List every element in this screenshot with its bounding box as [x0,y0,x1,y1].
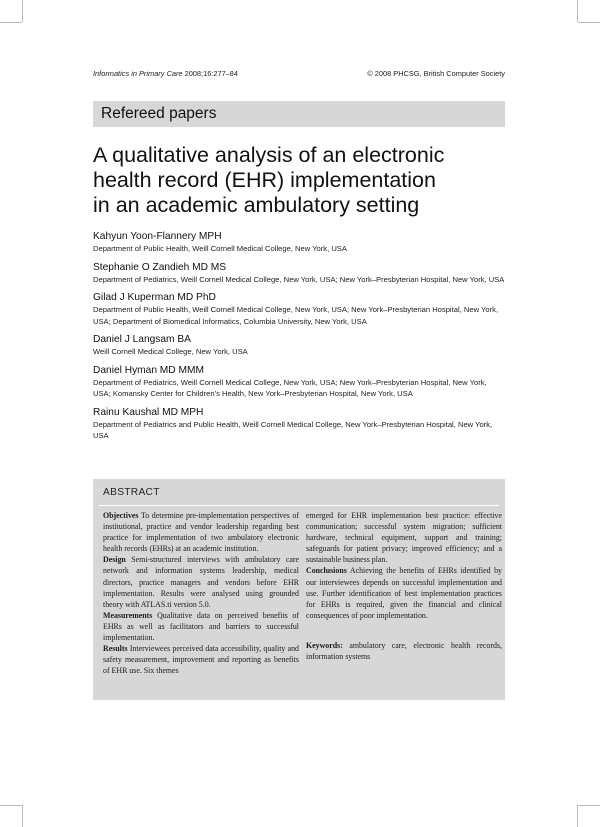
abstract-objectives [103,510,299,554]
author-name: Daniel Hyman MD MMM [93,364,204,376]
abstract-measurements [103,610,299,643]
author-entry [93,364,505,400]
abstract-results [103,643,299,676]
crop-mark [22,805,23,827]
author-affiliation: Department of Pediatrics and Public Health, Weill Cornell Medical College, New York–Presbyterian Hospital, New York, USA [93,419,493,440]
abstract-column-right [306,510,502,662]
results-label: Results [103,644,128,654]
title-line: health record (EHR) implementation [93,168,436,192]
author-list [93,230,505,448]
author-name: Rainu Kaushal MD MPH [93,406,204,418]
author-name: Daniel J Langsam BA [93,334,191,345]
crop-mark [0,22,22,23]
author-affiliation: Department of Public Health, Weill Cornell Medical College, New York, USA; New York–Presbyterian Hospital, New York, USA; Department of Biomedical Informatics, Columbia University, New York, USA [93,305,499,326]
author-name: Gilad J Kuperman MD PhD [93,292,216,303]
objectives-label: Objectives [103,511,139,520]
journal-citation [93,69,238,78]
conclusions-label: Conclusions [306,566,347,576]
crop-mark [577,0,578,22]
crop-mark [578,22,600,23]
section-banner [93,101,505,127]
author-entry [93,333,505,358]
abstract-divider [99,505,499,506]
journal-reference: 2008;16:277–84 [182,69,239,78]
journal-name: Informatics in Primary Care [93,69,183,78]
title-line: A qualitative analysis of an electronic [93,143,445,167]
author-affiliation: Department of Public Health, Weill Cornell Medical College, New York, USA [93,244,347,253]
abstract-design [103,554,299,609]
abstract-box [93,479,505,700]
author-entry [93,291,505,327]
author-affiliation: Weill Cornell Medical College, New York, USA [93,347,248,356]
abstract-results-continued: emerged for EHR implementation best practice: effective communication; successful system migration; sufficient hardware, technical equipment, support and training; safeguards for patient privacy; improved efficiency; and a sustainable business plan. [306,511,502,565]
abstract-column-left [103,510,299,676]
author-name: Kahyun Yoon-Flannery MPH [93,231,222,242]
crop-mark [578,805,600,806]
article-title [93,143,523,218]
abstract-conclusions [306,565,502,620]
author-entry [93,261,505,286]
crop-mark [577,805,578,827]
objectives-text: To determine pre-implementation perspectives of institutional, practice and vendor leadership regarding best practice for implementation of two ambulatory electronic health records (EHRs) at an academic institution. [103,511,299,554]
author-name: Stephanie O Zandieh MD MS [93,261,227,273]
author-affiliation: Department of Pediatrics, Weill Cornell Medical College, New York, USA; New York–Presbyterian Hospital, New York, USA; Komansky Center for Children’s Health, New York–Presbyterian Hospital, New York, USA [93,377,487,398]
keywords-label: Keywords: [306,640,343,650]
abstract-keywords [306,640,502,662]
conclusions-text: Achieving the benefits of EHRs identified by our interviewees depends on successful implementation and use. Further identification of best implementation practices for EHRs is required, given the financial and clinical consequences of poor implementation. [306,566,502,620]
measurements-text: Qualitative data on perceived benefits of EHRs as well as facilitators and barriers to successful implementation. [103,610,299,643]
measurements-label: Measurements [103,610,153,620]
copyright-notice: © 2008 PHCSG, British Computer Society [367,69,505,78]
author-affiliation: Department of Pediatrics, Weill Cornell Medical College, New York, USA; New York–Presbyterian Hospital, New York, USA [93,274,505,284]
abstract-heading: ABSTRACT [103,487,160,498]
design-text: Semi-structured interviews with ambulatory care network and information systems leadership, medical directors, practice managers and vendors before EHR implementation. Results were analysed using grounded theory with ATLAS.ti version 5.0. [103,555,299,609]
section-label: Refereed papers [101,105,217,122]
crop-mark [0,805,22,806]
design-label: Design [103,555,126,565]
results-text: Interviewees perceived data accessibility, quality and safety measurement, improvement and reporting as benefits of EHR use. Six themes [103,644,299,676]
author-entry [93,230,505,255]
crop-mark [22,0,23,22]
keywords-text: ambulatory care, electronic health records, information systems [306,640,502,662]
author-entry [93,406,505,442]
title-line: in an academic ambulatory setting [93,193,420,217]
